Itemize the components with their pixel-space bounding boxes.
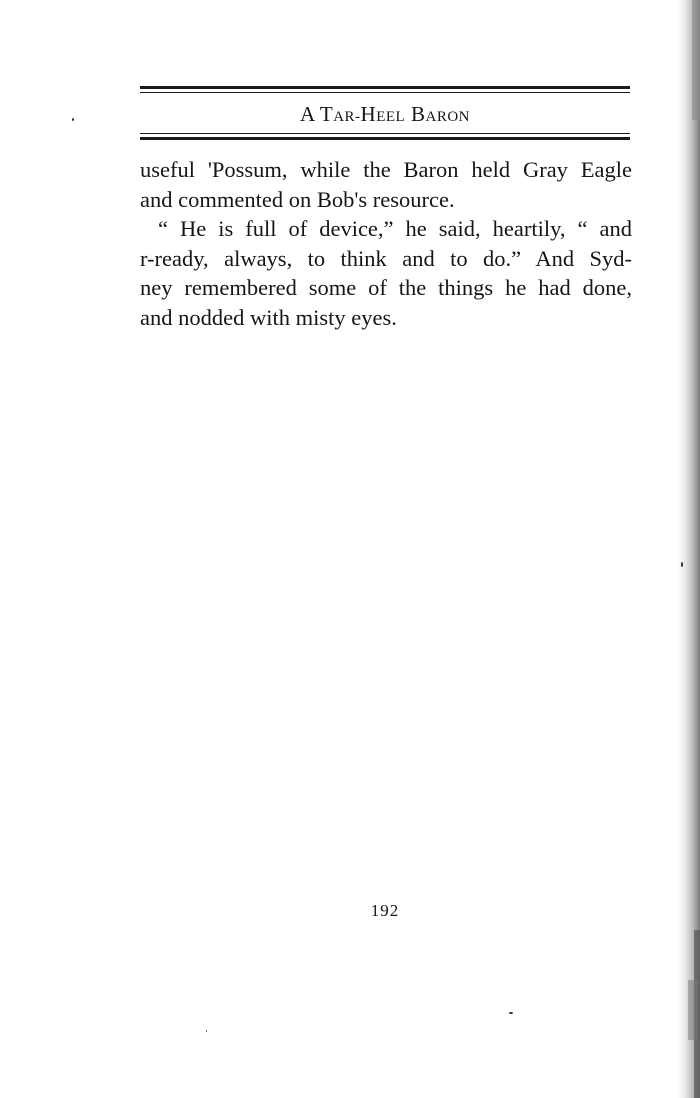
- text-line: and commented on Bob's resource.: [140, 186, 455, 212]
- page-edge-shadow: [674, 0, 700, 1098]
- scan-speck: [681, 562, 683, 567]
- header-rule-top-thick: [140, 86, 630, 89]
- text-line: “ He is full of device,” he said, heartily, “ and: [158, 216, 632, 241]
- header-rule-bottom-thin: [140, 133, 630, 134]
- text-line: r-ready, always, to think and to do.” And Syd-: [140, 245, 632, 271]
- text-line: and nodded with misty eyes.: [140, 304, 397, 330]
- running-head: [140, 101, 630, 130]
- running-head-word-tar-heel: [320, 102, 405, 126]
- header-rule-top-thin: [140, 92, 630, 93]
- text-line: ney remembered some of the things he had done,: [140, 275, 632, 300]
- scan-speck: [509, 1012, 513, 1014]
- running-head-heel-smallcaps: EEL: [376, 109, 406, 125]
- running-head-baron-capital: B: [410, 102, 426, 126]
- running-head-heel-capital: H: [360, 102, 377, 126]
- running-head-baron-smallcaps: ARON: [425, 109, 470, 125]
- header-rule-bottom-thick: [140, 137, 630, 140]
- running-head-tar-capital: T: [319, 102, 334, 126]
- body-text: [140, 155, 632, 332]
- page-number: 192: [370, 901, 400, 920]
- scan-speck: [72, 118, 74, 121]
- scan-speck: [206, 1030, 207, 1032]
- running-head-word-baron: [411, 102, 470, 126]
- text-line: useful 'Possum, while the Baron held Gray Eagle: [140, 157, 632, 182]
- running-head-word-a: A: [299, 102, 315, 126]
- running-head-tar-smallcaps: AR-: [333, 109, 361, 125]
